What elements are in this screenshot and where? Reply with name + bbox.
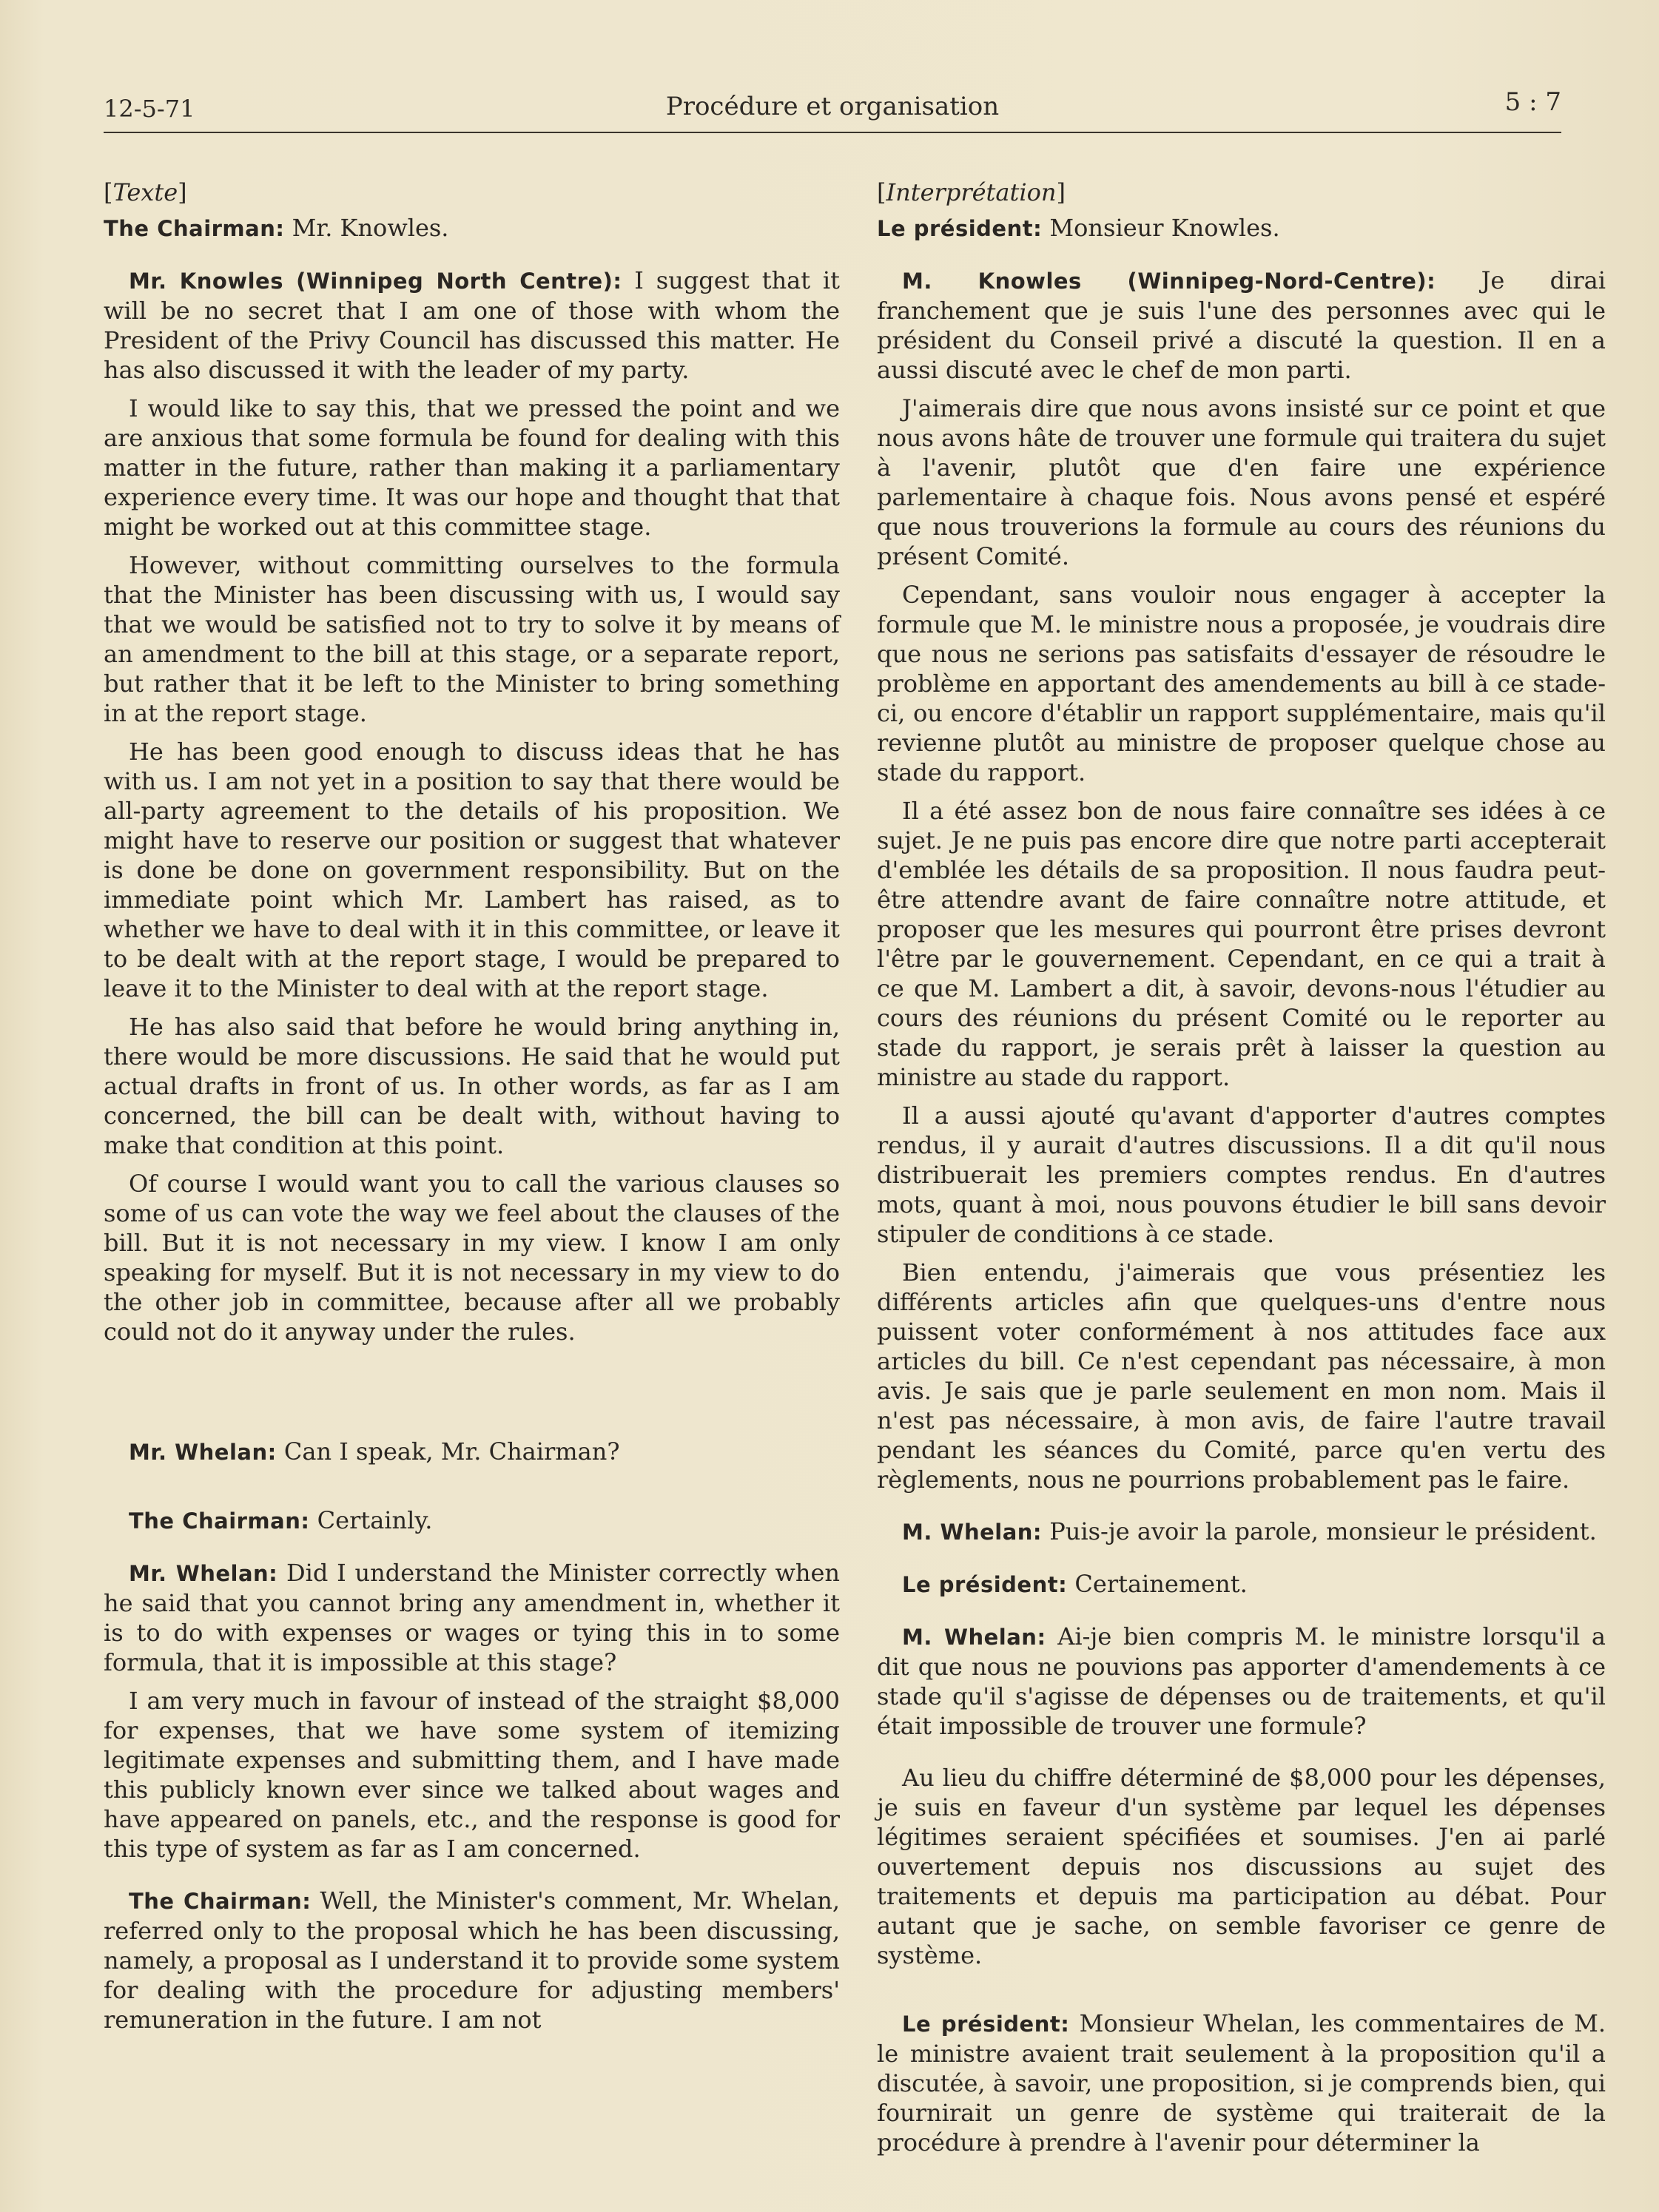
speaker-name: Le président: bbox=[902, 1572, 1068, 1597]
text-paragraph: J'aimerais dire que nous avons insisté sur ce point et que nous avons hâte de trouver une formule qui traitera du sujet à l'avenir, plutôt que d'en faire une expérience parlementaire à chaque fois. Nous avons pensé et espéré que nous trouverions la formule au cours des réunions du présent Comité. bbox=[877, 394, 1606, 570]
speaker-name: The Chairman: bbox=[129, 1889, 312, 1914]
speaker-name: M. Knowles (Winnipeg-Nord-Centre): bbox=[902, 269, 1436, 294]
text-paragraph: Au lieu du chiffre déterminé de $8,000 pour les dépenses, je suis en faveur d'un système par lequel les dépenses légitimes seraient spécifiées et soumises. J'en ai parlé ouvertement depuis nos discussions au sujet des traitements et depuis ma participation au débat. Pour autant que je sache, on semble favoriser ce genre de système. bbox=[877, 1764, 1606, 1969]
text-paragraph: I am very much in favour of instead of the straight $8,000 for expenses, that we have some system of itemizing legitimate expenses and submitting them, and I have made this publicly known ever since we talked about wages and have appeared on panels, etc., and the response is good for this type of system as far as I am concerned. bbox=[104, 1687, 840, 1863]
speaker-name: Le président: bbox=[902, 2012, 1070, 2037]
speaker-name: The Chairman: bbox=[104, 216, 285, 241]
header-page-number: 5 : 7 bbox=[1504, 87, 1561, 117]
speech-text: Mr. Knowles. bbox=[284, 214, 449, 242]
header-title: Procédure et organisation bbox=[665, 92, 1000, 121]
speech-paragraph bbox=[877, 1517, 1606, 1547]
speaker-name: M. Whelan: bbox=[902, 1625, 1046, 1650]
speech-paragraph bbox=[877, 266, 1606, 385]
section-tag: [Interprétation] bbox=[877, 178, 1066, 206]
speaker-name: Mr. Whelan: bbox=[129, 1561, 278, 1586]
speaker-name: The Chairman: bbox=[129, 1508, 310, 1534]
speech-paragraph bbox=[104, 1558, 840, 1677]
english-column bbox=[104, 178, 840, 2043]
speech-text: Ai-je bien compris M. le ministre lorsqu'il a dit que nous ne pouvions pas apporter d'amendements à ce stade qu'il s'agisse de dépenses ou de traitements, et qu'il était impossible de trouver une formule? bbox=[877, 1622, 1606, 1740]
speaker-name: Mr. Whelan: bbox=[129, 1440, 277, 1465]
text-paragraph: He has been good enough to discuss ideas that he has with us. I am not yet in a position to say that there would be all-party agreement to the details of his proposition. We might have to reserve our position or suggest that whatever is done be done on government responsibility. But on the immediate point which Mr. Lambert has raised, as to whether we have to deal with it in this committee, or leave it to be dealt with at the report stage, I would be prepared to leave it to the Minister to deal with at the report stage. bbox=[104, 738, 840, 1002]
french-column bbox=[877, 178, 1606, 2166]
speech-paragraph bbox=[104, 1505, 840, 1536]
speech-paragraph bbox=[104, 213, 840, 243]
speech-text: Je dirai franchement que je suis l'une des personnes avec qui le président du Conseil privé a discuté la question. Il en a aussi discuté avec le chef de mon parti. bbox=[877, 266, 1606, 384]
speech-text: Can I speak, Mr. Chairman? bbox=[276, 1437, 620, 1466]
section-tag: [Texte] bbox=[104, 178, 187, 206]
speech-paragraph bbox=[877, 213, 1606, 243]
text-paragraph: However, without committing ourselves to the formula that the Minister has been discussing with us, I would say that we would be satisfied not to try to solve it by means of an amendment to the bill at this stage, or a separate report, but rather that it be left to the Minister to bring something in at the report stage. bbox=[104, 551, 840, 727]
text-paragraph: Cependant, sans vouloir nous engager à accepter la formule que M. le ministre nous a proposée, je voudrais dire que nous ne serions pas satisfaits d'essayer de résoudre le problème en apportant des amendements au bill à ce stade-ci, ou encore d'établir un rapport supplémentaire, mais qu'il revienne plutôt au ministre de proposer quelque chose au stade du rapport. bbox=[877, 581, 1606, 786]
section-tag-text: Interprétation bbox=[886, 178, 1057, 206]
speech-paragraph bbox=[104, 1886, 840, 2034]
speaker-name: M. Whelan: bbox=[902, 1520, 1043, 1545]
speech-paragraph bbox=[877, 1569, 1606, 1599]
speech-text: Certainly. bbox=[309, 1506, 433, 1534]
speech-text: I suggest that it will be no secret that I am one of those with whom the President of the Privy Council has discussed this matter. He has also discussed it with the leader of my party. bbox=[104, 266, 840, 384]
speech-paragraph bbox=[877, 2009, 1606, 2157]
text-paragraph: Il a aussi ajouté qu'avant d'apporter d'autres comptes rendus, il y aurait d'autres discussions. Il a dit qu'il nous distribuerait les premiers comptes rendus. En d'autres mots, quant à moi, nous pouvons étudier le bill sans devoir stipuler de conditions à ce stade. bbox=[877, 1102, 1606, 1248]
text-paragraph: I would like to say this, that we pressed the point and we are anxious that some formula be found for dealing with this matter in the future, rather than making it a parliamentary experience every time. It was our hope and thought that that might be worked out at this committee stage. bbox=[104, 394, 840, 541]
text-paragraph: Of course I would want you to call the various clauses so some of us can vote the way we feel about the clauses of the bill. But it is not necessary in my view. I know I am only speaking for myself. But it is not necessary in my view to do the other job in committee, because after all we probably could not do it anyway under the rules. bbox=[104, 1170, 840, 1346]
speech-paragraph bbox=[104, 1437, 840, 1467]
text-paragraph: He has also said that before he would bring anything in, there would be more discussions. He said that he would put actual drafts in front of us. In other words, as far as I am concerned, the bill can be dealt with, without having to make that condition at this point. bbox=[104, 1013, 840, 1159]
speaker-name: Mr. Knowles (Winnipeg North Centre): bbox=[129, 269, 622, 294]
speech-text: Certainement. bbox=[1067, 1570, 1248, 1598]
speech-text: Monsieur Whelan, les commentaires de M. le ministre avaient trait seulement à la proposition qu'il a discutée, à savoir, une proposition, si je comprends bien, qui fournirait un genre de système qui traiterait de la procédure à prendre à l'avenir pour déterminer la bbox=[877, 2009, 1606, 2157]
speaker-name: Le président: bbox=[877, 216, 1043, 241]
speech-text: Did I understand the Minister correctly when he said that you cannot bring any amendment in, whether it is to do with expenses or wages or tying this in to some formula, that it is impossible at this stage? bbox=[104, 1559, 840, 1676]
page-header bbox=[104, 87, 1561, 133]
speech-text: Puis-je avoir la parole, monsieur le président. bbox=[1042, 1517, 1597, 1545]
header-date: 12-5-71 bbox=[104, 95, 195, 123]
text-paragraph: Il a été assez bon de nous faire connaître ses idées à ce sujet. Je ne puis pas encore dire que notre parti accepterait d'emblée les détails de sa proposition. Il nous faudra peut-être attendre avant de faire connaître notre attitude, et proposer que les mesures qui pourront être prises devront l'être par le gouvernement. Cependant, en ce qui a trait à ce que M. Lambert a dit, à savoir, devons-nous l'étudier au cours des réunions du présent Comité ou le reporter au stade du rapport, je serais prêt à laisser la question au ministre au stade du rapport. bbox=[877, 797, 1606, 1091]
speech-paragraph bbox=[104, 266, 840, 385]
text-paragraph: Bien entendu, j'aimerais que vous présentiez les différents articles afin que quelques-uns d'entre nous puissent voter conformément à nos attitudes face aux articles du bill. Ce n'est cependant pas nécessaire, à mon avis. Je sais que je parle seulement en mon nom. Mais il n'est pas nécessaire, à mon avis, de faire l'autre travail pendant les séances du Comité, parce qu'en vertu des règlements, nous ne pourrions probablement pas le faire. bbox=[877, 1258, 1606, 1494]
speech-paragraph bbox=[877, 1622, 1606, 1741]
section-tag-text: Texte bbox=[112, 178, 178, 206]
speech-text: Well, the Minister's comment, Mr. Whelan, referred only to the proposal which he has been discussing, namely, a proposal as I understand it to provide some system for dealing with the procedure for adjusting members' remuneration in the future. I am not bbox=[104, 1886, 840, 2034]
speech-text: Monsieur Knowles. bbox=[1042, 214, 1280, 242]
